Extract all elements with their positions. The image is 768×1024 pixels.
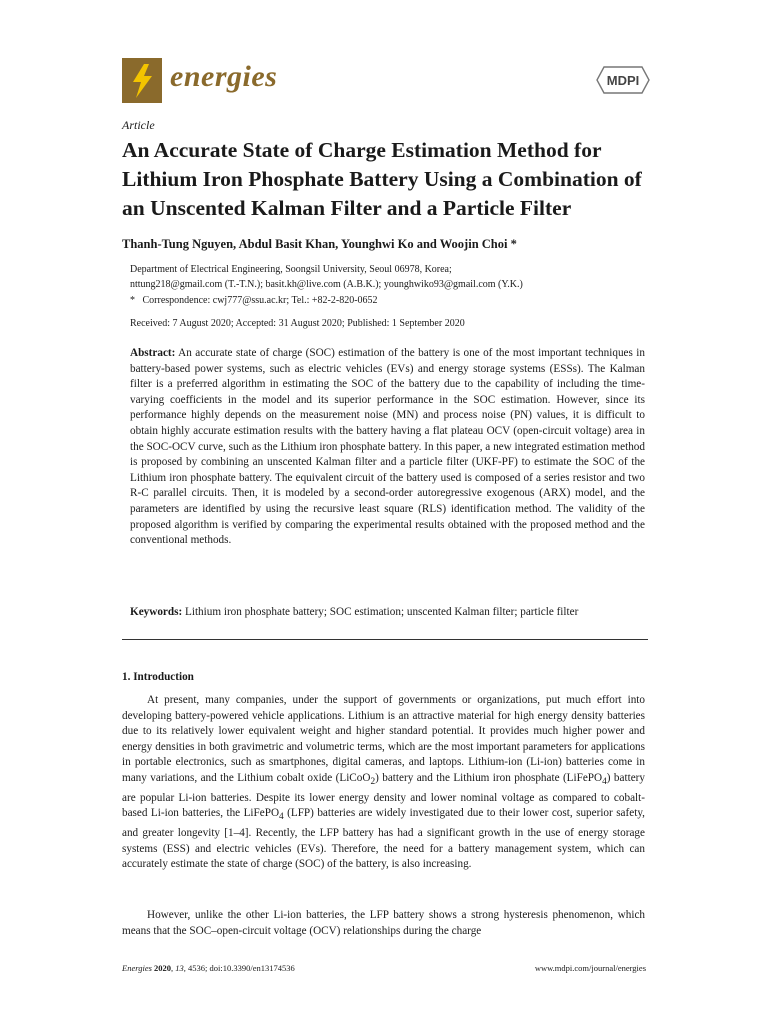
correspondence-star: * <box>130 295 135 306</box>
subscript: 4 <box>602 777 607 788</box>
keywords <box>130 606 650 618</box>
author-list: Thanh-Tung Nguyen, Abdul Basit Khan, Younghwi Ko and Woojin Choi * <box>122 237 517 251</box>
paragraph-text: At present, many companies, under the support of governments or organizations, put much effort into developing battery-powered vehicle applications. Lithium is an attractive material for high energy density batteries due to its relatively lower equivalent weight and higher standard potential. It provides much higher power and energy densities in both gravimetric and volumetric terms, which are the most important parameters for applications in portable electronics, such as smartphones, digital cameras, and laptops. Lithium-ion (Li-ion) batteries come in many variations, and the Lithium cobalt oxide (LiCoO <box>122 694 645 784</box>
abstract-text: An accurate state of charge (SOC) estimation of the battery is one of the most important techniques in battery-based power systems, such as electric vehicles (EVs) and energy storage systems (ESSs). The Kalman filter is a preferred algorithm in estimating the SOC of the battery due to the capability of including the time-varying coefficients in the model and its superior performance in the SOC estimation. However, since its performance highly depends on the measurement noise (MN) and process noise (PN) values, it is difficult to obtain highly accurate estimation results with the battery having a flat plateau OCV (open-circuit voltage) area in the SOC-OCV curve, such as the Lithium iron phosphate battery. In this paper, a new integrated estimation method is proposed by combining an unscented Kalman filter and a particle filter (UKF-PF) to estimate the SOC of the Lithium iron phosphate battery. The equivalent circuit of the battery used is composed of a series resistor and two R-C parallel circuits. Then, it is modeled by a second-order autoregressive exogenous (ARX) model, and the parameters are identified by using the recursive least square (RLS) identification method. The validity of the proposed algorithm is verified by comparing the experimental results obtained with the proposed method and the conventional methods. <box>130 347 645 547</box>
journal-url[interactable]: www.mdpi.com/journal/energies <box>534 963 646 973</box>
paper-title: An Accurate State of Charge Estimation Method for Lithium Iron Phosphate Battery Using a Combination of an Unscented Kalman Filter and a Particle Filter <box>122 138 642 220</box>
lightning-bolt-icon <box>122 58 162 103</box>
author-emails: nttung218@gmail.com (T.-T.N.); basit.kh@live.com (A.B.K.); younghwiko93@gmail.com (Y.K.) <box>130 279 523 290</box>
affiliation-line: Department of Electrical Engineering, Soongsil University, Seoul 06978, Korea; <box>130 264 452 275</box>
journal-logo <box>122 58 162 103</box>
subscript: 2 <box>370 777 376 788</box>
paragraph-text: (LFP) batteries are widely investigated due to their lower cost, superior safety, and greater longevity [1–4]. Recently, the LFP battery has had a significant growth in the use of energy storage systems (ESS) and electric vehicles (EVs). Therefore, the need for a battery management system, which can accurately estimate the state of charge (SOC) of the battery, is also increasing. <box>122 807 645 871</box>
abstract-label: Abstract: <box>130 347 176 359</box>
journal-name: energies <box>170 60 278 93</box>
section-heading: 1. Introduction <box>122 671 194 683</box>
footer-year: 2020 <box>154 963 172 973</box>
publisher-name: MDPI <box>606 73 640 88</box>
footer-journal: Energies <box>122 963 152 973</box>
journal-header <box>122 58 650 108</box>
correspondence-text: Correspondence: cwj777@ssu.ac.kr; Tel.: +82-2-820-0652 <box>142 295 378 306</box>
correspondence <box>130 293 378 308</box>
footer-doi: , 4536; doi:10.3390/en13174536 <box>183 963 295 973</box>
footer-volume: 13 <box>175 963 184 973</box>
subscript: 4 <box>279 812 284 823</box>
publication-dates: Received: 7 August 2020; Accepted: 31 August 2020; Published: 1 September 2020 <box>130 318 465 329</box>
publisher-logo <box>596 66 650 94</box>
paragraph-text: ) battery and the Lithium iron phosphate (LiFePO <box>375 771 603 784</box>
paragraph-text: ) battery are popular Li-ion batteries. Despite its lower energy density and lower nominal voltage as compared to cobalt-based Li-ion batteries, the LiFePO <box>122 771 645 820</box>
citation-footer: Energies 2020, 13, 4536; doi:10.3390/en13174536 <box>122 963 295 973</box>
keywords-text: Lithium iron phosphate battery; SOC estimation; unscented Kalman filter; particle filter <box>185 606 579 618</box>
abstract <box>130 346 645 549</box>
section-divider <box>122 639 648 640</box>
article-type: Article <box>122 118 155 132</box>
keywords-label: Keywords: <box>130 606 183 618</box>
body-paragraph <box>122 693 645 873</box>
body-paragraph: However, unlike the other Li-ion batteries, the LFP battery shows a strong hysteresis phenomenon, which means that the SOC–open-circuit voltage (OCV) relationships during the charge <box>122 909 645 937</box>
